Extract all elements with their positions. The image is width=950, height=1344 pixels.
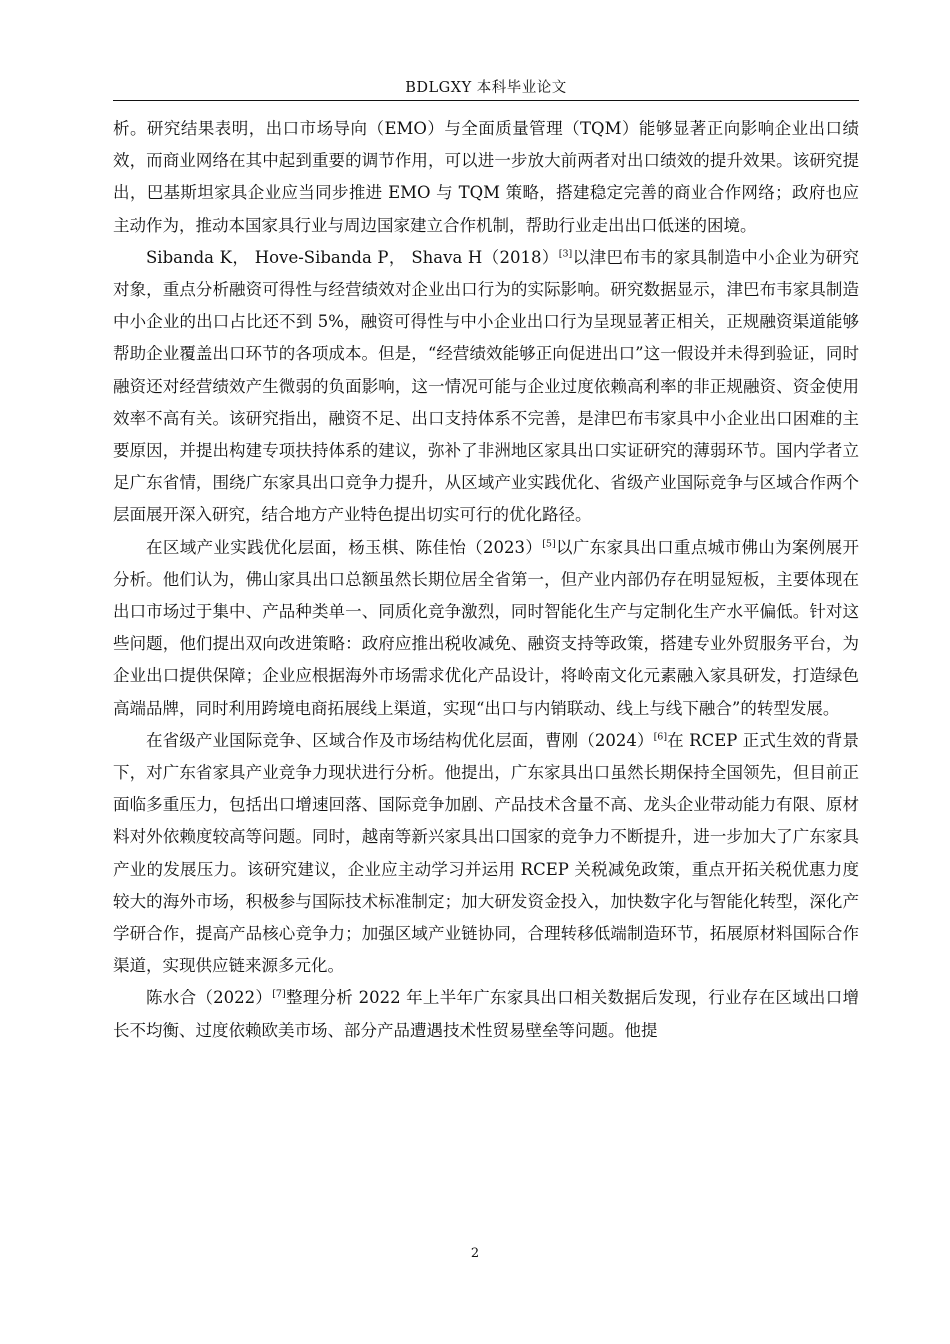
paragraph [113,725,859,983]
paragraph-text: 在 RCEP 正式生效的背景下，对广东省家具产业竞争力现状进行分析。他提出，广东家具出口虽然长期保持全国领先，但目前正面临多重压力，包括出口增速回落、国际竞争加剧、产品技术含量不高、龙头企业带动能力有限、原材料对外依赖度较高等问题。同时，越南等新兴家具出口国家的竞争力不断提升，进一步加大了广东家具产业的发展压力。该研究建议，企业应主动学习并运用 RCEP 关税减免政策，重点开拓关税优惠力度较大的海外市场，积极参与国际技术标准制定；加大研发资金投入，加快数字化与智能化转型，深化产学研合作，提高产品核心竞争力；加强区域产业链协同，合理转移低端制造环节，拓展原材料国际合作渠道，实现供应链来源多元化。 [113,730,859,976]
citation-ref: [3] [558,248,573,260]
citation-ref: [7] [272,988,286,1000]
citation-ref: [6] [653,731,668,743]
citation-ref: [5] [542,538,556,550]
paragraph [113,982,859,1046]
body-text [113,113,859,1047]
paragraph [113,532,859,725]
header-rule [113,100,859,101]
paragraph-text: 陈水合（2022） [146,988,273,1008]
paragraph-text: 在省级产业国际竞争、区域合作及市场结构优化层面，曹刚（2024） [146,730,654,750]
paragraph-text: 析。研究结果表明，出口市场导向（EMO）与全面质量管理（TQM）能够显著正向影响企业出口绩效，而商业网络在其中起到重要的调节作用，可以进一步放大前两者对出口绩效的提升效果。该研究提出，巴基斯坦家具企业应当同步推进 EMO 与 TQM 策略，搭建稳定完善的商业合作网络；政府也应主动作为，推动本国家具行业与周边国家建立合作机制，帮助行业走出出口低迷的困境。 [113,119,859,235]
paragraph-text: 以广东家具出口重点城市佛山为案例展开分析。他们认为，佛山家具出口总额虽然长期位居全省第一，但产业内部仍存在明显短板，主要体现在出口市场过于集中、产品种类单一、同质化竞争激烈，同时智能化生产与定制化生产水平偏低。针对这些问题，他们提出双向改进策略：政府应推出税收减免、融资支持等政策，搭建专业外贸服务平台，为企业出口提供保障；企业应根据海外市场需求优化产品设计，将岭南文化元素融入家具研发，打造绿色高端品牌，同时利用跨境电商拓展线上渠道，实现“出口与内销联动、线上与线下融合”的转型发展。 [113,537,860,718]
paragraph [113,113,859,242]
paragraph-text: Sibanda K， Hove-Sibanda P， Shava H（2018） [146,247,559,267]
paragraph-text: 整理分析 2022 年上半年广东家具出口相关数据后发现，行业存在区域出口增长不均衡、过度依赖欧美市场、部分产品遭遇技术性贸易壁垒等问题。他提 [113,988,860,1040]
paragraph [113,242,859,532]
page-number: 2 [470,1246,480,1261]
paragraph-text: 以津巴布韦的家具制造中小企业为研究对象，重点分析融资可得性与经营绩效对企业出口行为的实际影响。研究数据显示，津巴布韦家具制造中小企业的出口占比还不到 5%，融资可得性与中小企业出口行为呈现显著正相关，正规融资渠道能够帮助企业覆盖出口环节的各项成本。但是，“经营绩效能够正向促进出口”这一假设并未得到验证，同时融资还对经营绩效产生微弱的负面影响，这一情况可能与企业过度依赖高利率的非正规融资、资金使用效率不高有关。该研究指出，融资不足、出口支持体系不完善，是津巴布韦家具中小企业出口困难的主要原因，并提出构建专项扶持体系的建议，弥补了非洲地区家具出口实证研究的薄弱环节。国内学者立足广东省情，围绕广东家具出口竞争力提升，从区域产业实践优化、省级产业国际竞争与区域合作两个层面展开深入研究，结合地方产业特色提出切实可行的优化路径。 [113,247,859,525]
running-header: BDLGXY 本科毕业论文 [405,80,567,96]
paragraph-text: 在区域产业实践优化层面，杨玉棋、陈佳怡（2023） [146,537,543,557]
